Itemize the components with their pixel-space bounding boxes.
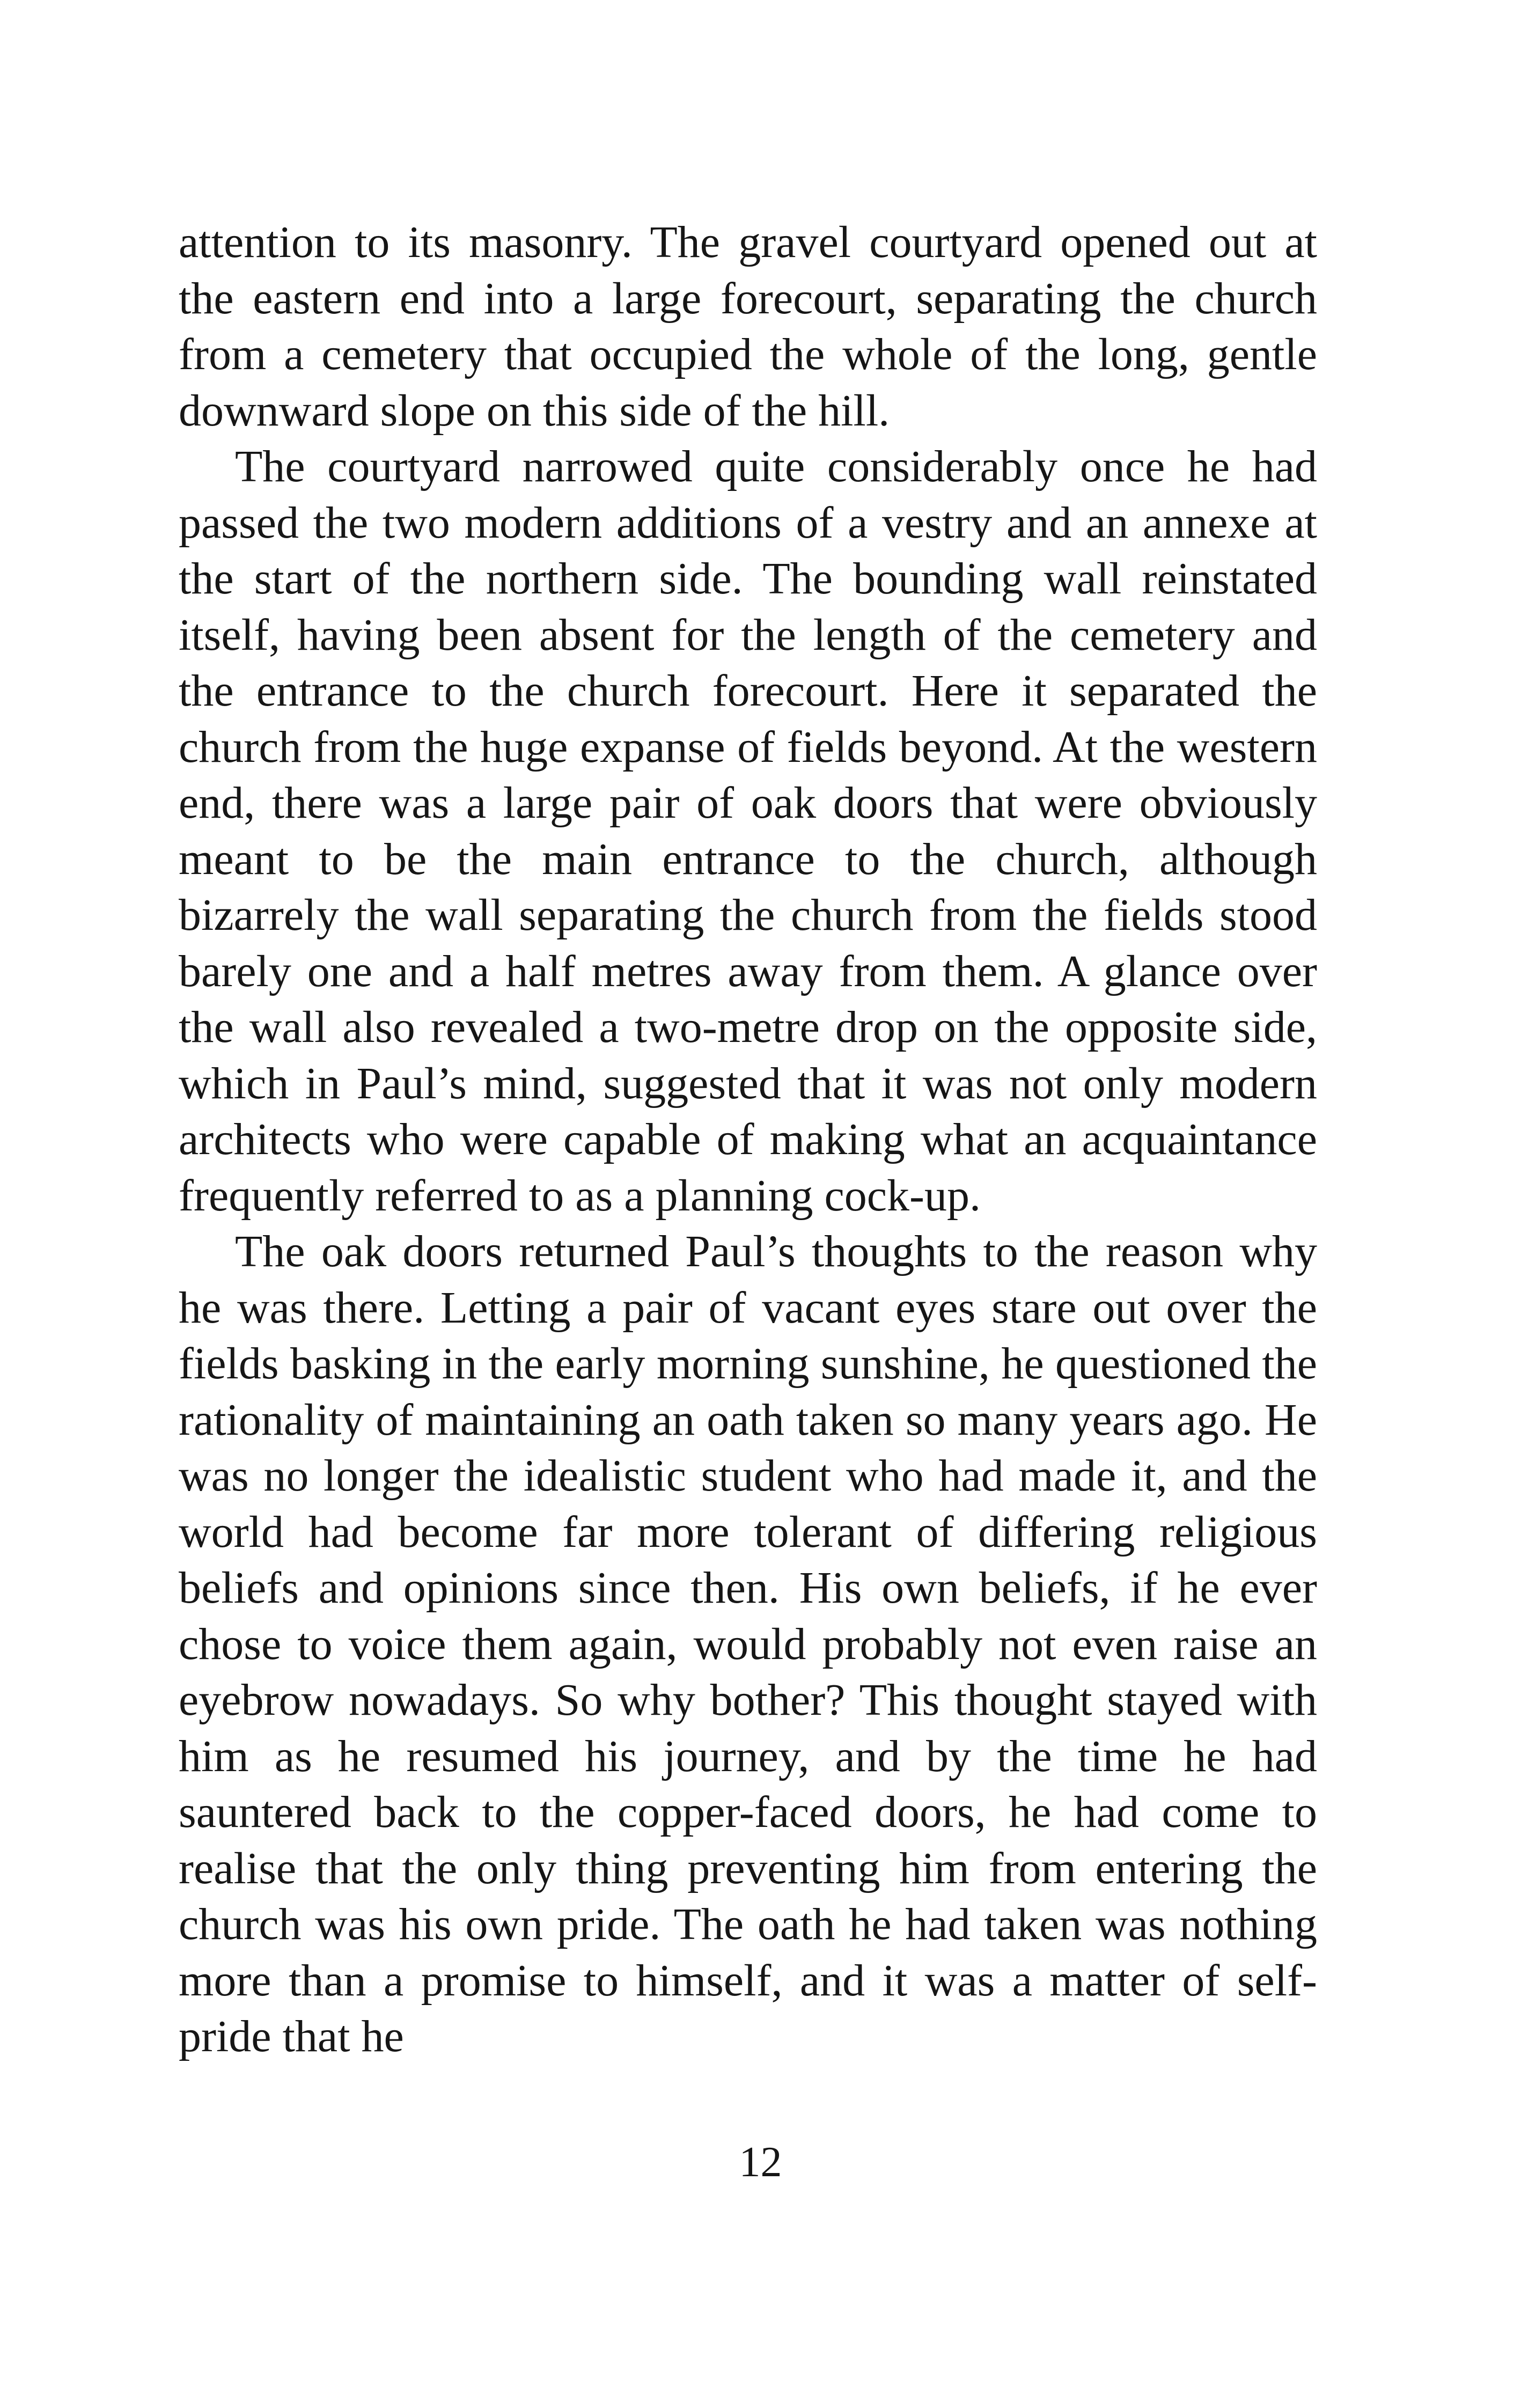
page-number: 12: [739, 2139, 782, 2186]
paragraph-2: The courtyard narrowed quite considerably once he had passed the two modern additions of a vestry and an annexe at the start of the northern side. The bounding wall reinstated itself, having been absent for the length of the cemetery and the entrance to the church forecourt. Here it separated the church from the huge expanse of fields beyond. At the western end, there was a large pair of oak doors that were obviously meant to be the main entrance to the church, although bizarrely the wall separating the church from the fields stood barely one and a half metres away from them. A glance over the wall also revealed a two-metre drop on the opposite side, which in Paul’s mind, suggested that it was not only modern architects who were capable of making what an acquaintance frequently referred to as a planning cock-up.: [179, 442, 1317, 1221]
paragraph-3: The oak doors returned Paul’s thoughts to the reason why he was there. Letting a pair of vacant eyes stare out over the fields basking in the early morning sunshine, he questioned the rationality of maintaining an oath taken so many years ago. He was no longer the idealistic student who had made it, and the world had become far more tolerant of differing religious beliefs and opinions since then. His own beliefs, if he ever chose to voice them again, would probably not even raise an eyebrow nowadays. So why bother? This thought stayed with him as he resumed his journey, and by the time he had sauntered back to the copper-faced doors, he had come to realise that the only thing preventing him from entering the church was his own pride. The oath he had taken was nothing more than a promise to himself, and it was a matter of self-pride that he: [179, 1227, 1317, 2061]
body-text: [179, 215, 1317, 2065]
paragraph-1: attention to its masonry. The gravel courtyard opened out at the eastern end into a large forecourt, separating the church from a cemetery that occupied the whole of the long, gentle downward slope on this side of the hill.: [179, 217, 1317, 436]
